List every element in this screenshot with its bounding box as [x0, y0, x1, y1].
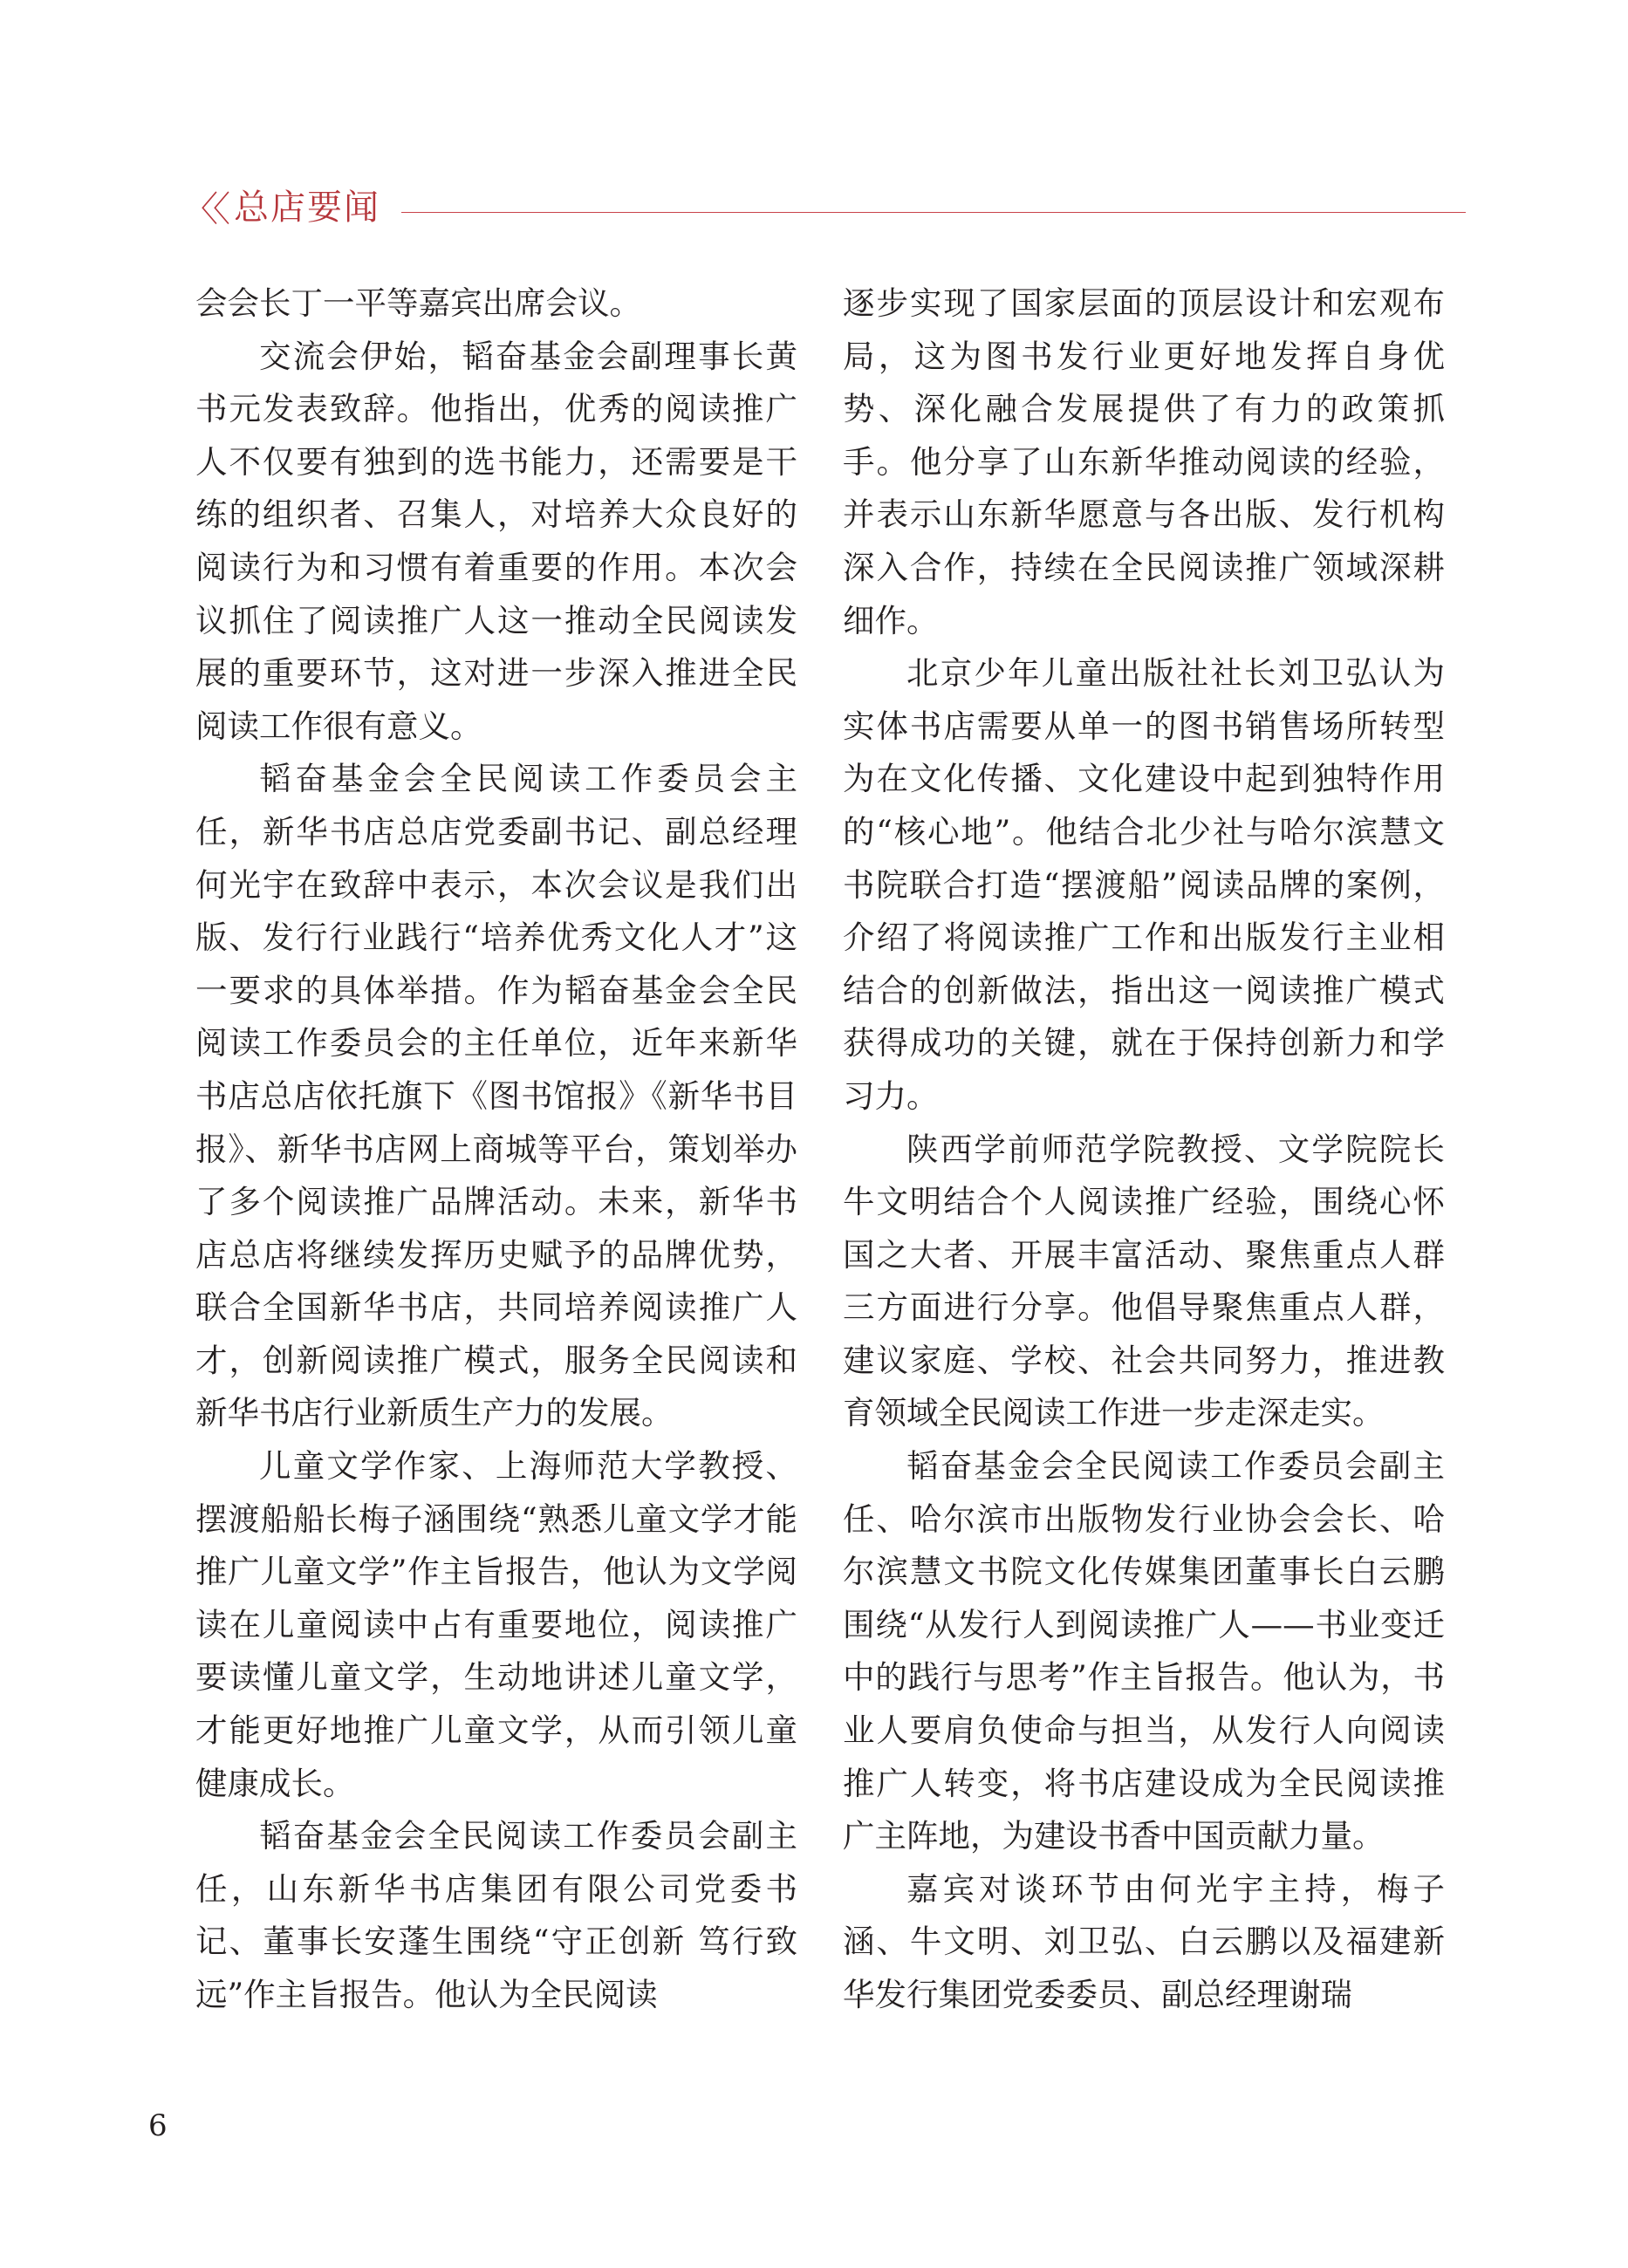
paragraph: 儿童文学作家、上海师范大学教授、摆渡船船长梅子涵围绕“熟悉儿童文学才能推广儿童文学”作主旨报告，他认为文学阅读在儿童阅读中占有重要地位，阅读推广要读懂儿童文学，生动地讲述儿童文学，才能更好地推广儿童文学，从而引领儿童健康成长。 [195, 1447, 797, 1802]
paragraph: 韬奋基金会全民阅读工作委员会副主任，山东新华书店集团有限公司党委书记、董事长安蓬生围绕“守正创新 笃行致远”作主旨报告。他认为全民阅读 [195, 1817, 797, 2013]
section-title: 总店要闻 [234, 188, 380, 228]
page-number: 6 [148, 2108, 168, 2143]
double-chevron-left-icon: 〈〈 [183, 189, 225, 229]
paragraph: 会会长丁一平等嘉宾出席会议。 [195, 284, 641, 322]
paragraph: 陕西学前师范学院教授、文学院院长牛文明结合个人阅读推广经验，围绕心怀国之大者、开展丰富活动、聚焦重点人群三方面进行分享。他倡导聚焦重点人群，建议家庭、学校、社会共同努力，推进教育领域全民阅读工作进一步走深走实。 [843, 1130, 1445, 1432]
left-column [195, 277, 797, 2022]
paragraph: 韬奋基金会全民阅读工作委员会主任，新华书店总店党委副书记、副总经理何光宇在致辞中表示，本次会议是我们出版、发行行业践行“培养优秀文化人才”这一要求的具体举措。作为韬奋基金会全民阅读工作委员会的主任单位，近年来新华书店总店依托旗下《图书馆报》《新华书目报》、新华书店网上商城等平台，策划举办了多个阅读推广品牌活动。未来，新华书店总店将继续发挥历史赋予的品牌优势，联合全国新华书店，共同培养阅读推广人才，创新阅读推广模式，服务全民阅读和新华书店行业新质生产力的发展。 [195, 760, 797, 1432]
paragraph: 交流会伊始，韬奋基金会副理事长黄书元发表致辞。他指出，优秀的阅读推广人不仅要有独到的选书能力，还需要是干练的组织者、召集人，对培养大众良好的阅读行为和习惯有着重要的作用。本次会议抓住了阅读推广人这一推动全民阅读发展的重要环节，这对进一步深入推进全民阅读工作很有意义。 [195, 337, 797, 745]
paragraph: 嘉宾对谈环节由何光宇主持，梅子涵、牛文明、刘卫弘、白云鹏以及福建新华发行集团党委委员、副总经理谢瑞 [843, 1869, 1445, 2013]
header-rule [401, 212, 1466, 213]
section-header [183, 187, 1466, 239]
right-column [843, 277, 1445, 2022]
paragraph: 北京少年儿童出版社社长刘卫弘认为实体书店需要从单一的图书销售场所转型为在文化传播、文化建设中起到独特作用的“核心地”。他结合北少社与哈尔滨慧文书院联合打造“摆渡船”阅读品牌的案例，介绍了将阅读推广工作和出版发行主业相结合的创新做法，指出这一阅读推广模式获得成功的关键，就在于保持创新力和学习力。 [843, 654, 1445, 1115]
paragraph: 韬奋基金会全民阅读工作委员会副主任、哈尔滨市出版物发行业协会会长、哈尔滨慧文书院文化传媒集团董事长白云鹏围绕“从发行人到阅读推广人——书业变迁中的践行与思考”作主旨报告。他认为，书业人要肩负使命与担当，从发行人向阅读推广人转变，将书店建设成为全民阅读推广主阵地，为建设书香中国贡献力量。 [843, 1447, 1445, 1855]
paragraph: 逐步实现了国家层面的顶层设计和宏观布局，这为图书发行业更好地发挥自身优势、深化融合发展提供了有力的政策抓手。他分享了山东新华推动阅读的经验，并表示山东新华愿意与各出版、发行机构深入合作，持续在全民阅读推广领域深耕细作。 [843, 284, 1445, 639]
